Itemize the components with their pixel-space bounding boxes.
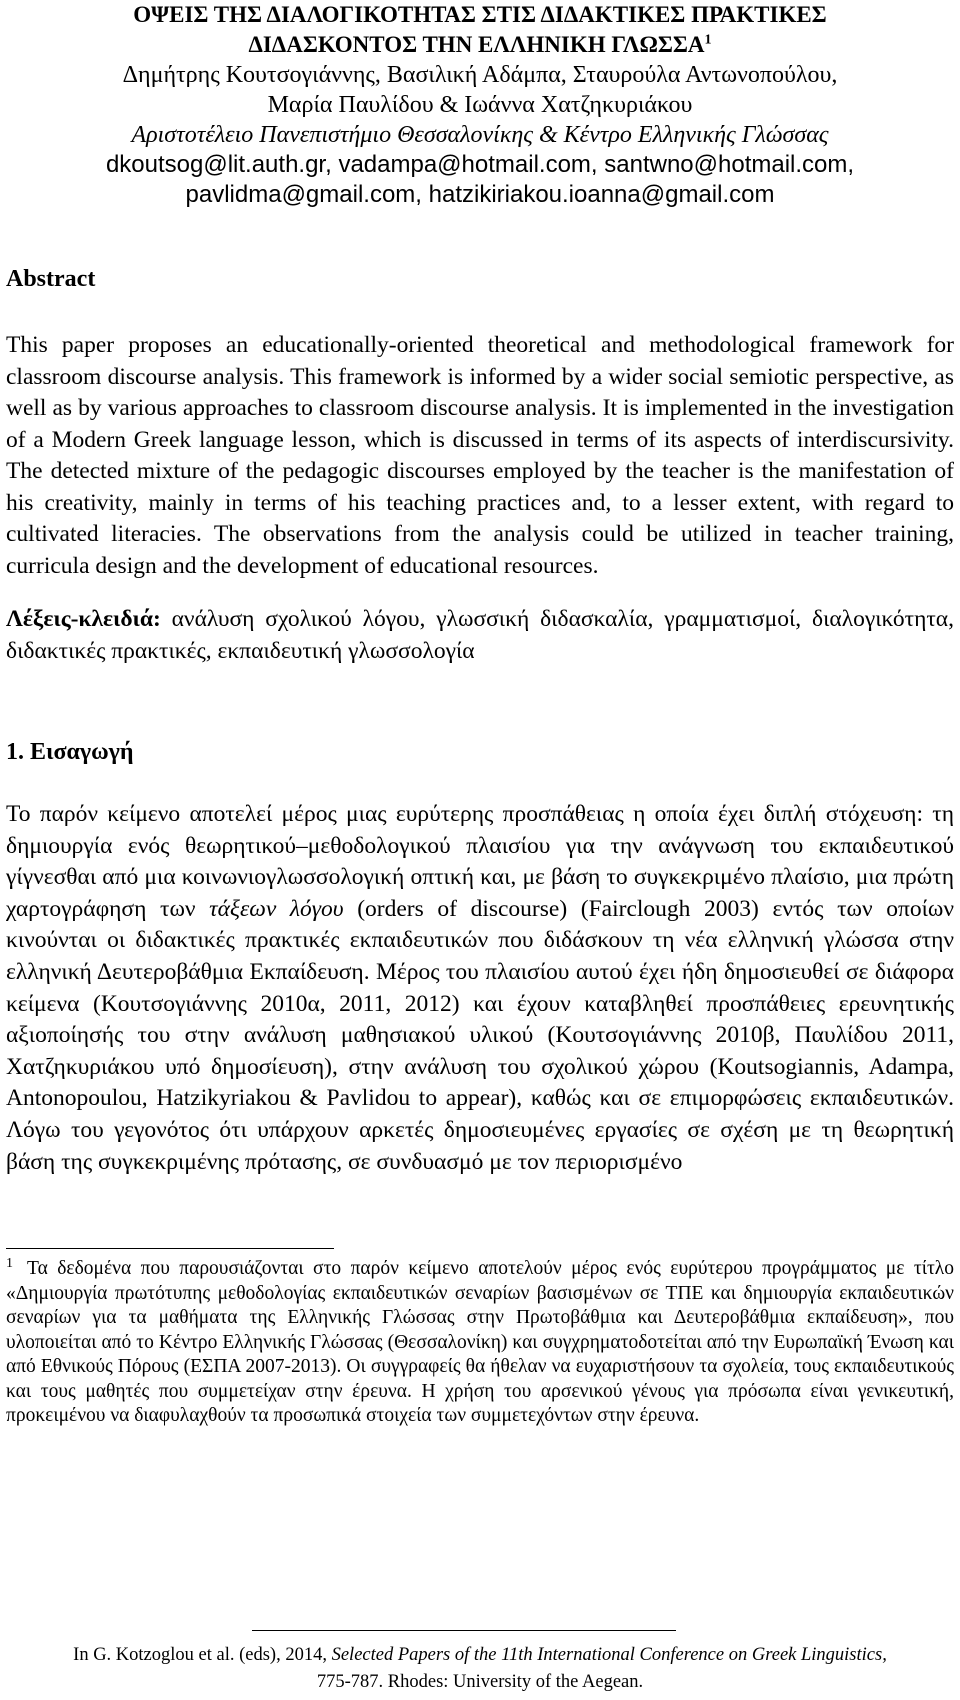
- citation: [6, 1642, 954, 1696]
- title-footnote-mark[interactable]: 1: [704, 32, 712, 48]
- affiliation: Αριστοτέλειο Πανεπιστήμιο Θεσσαλονίκης & Κέντρο Ελληνικής Γλώσσας: [131, 122, 829, 148]
- authors-line-2: Μαρία Παυλίδου & Ιωάννα Χατζηκυριάκου: [267, 92, 693, 118]
- citation-proceedings-title: Selected Papers of the 11th International Conference on Greek Linguistics,: [331, 1645, 887, 1665]
- section-heading-introduction: 1. Εισαγωγή: [6, 739, 134, 765]
- intro-text-a: Το παρόν κείμενο αποτελεί μέρος μιας ευρύτερης προσπάθειας η οποία έχει διπλή στόχευση: τη δημιουργία ενός θεωρητικού–μεθοδολογικού πλαισίου για την ανάγνωση του εκπαιδευτικού γίγνεσθαι από μια κοινωνιογλωσσολογική οπτική και, με βάση το συγκεκριμένο πλαίσιο, μια πρώτη χαρτογράφηση των: [6, 801, 954, 922]
- keywords: [6, 604, 954, 667]
- citation-separator: [252, 1630, 676, 1631]
- emails-line-1: dkoutsog@lit.auth.gr, vadampa@hotmail.com, santwno@hotmail.com,: [105, 151, 855, 178]
- abstract-text: This paper proposes an educationally-oriented theoretical and methodological framework for classroom discourse analysis. This framework is informed by a wider social semiotic perspective, as well as by various approaches to classroom discourse analysis. It is implemented in the investigation of a Modern Greek language lesson, which is discussed in terms of its aspects of interdiscursivity. The detected mixture of the pedagogic discourses employed by the teacher is the manifestation of his creativity, mainly in terms of his teaching practices and, to a lesser extent, with regard to cultivated literacies. The observations from the analysis could be utilized in teacher training, curricula design and the development of educational resources.: [6, 332, 954, 579]
- footnote-separator: [6, 1248, 334, 1249]
- paper-title-line-2-text: ΔΙΔΑΣΚΟΝΤΟΣ ΤΗΝ ΕΛΛΗΝΙΚΗ ΓΛΩΣΣΑ: [248, 32, 705, 57]
- intro-italic-term: τάξεων λόγου: [209, 895, 344, 922]
- intro-text-b: (orders of discourse) (Fairclough 2003) εντός των οποίων κινούνται οι διδακτικές πρακτικές εκπαιδευτικών που διδάσκουν τη νέα ελληνική γλώσσα στην ελληνική Δευτεροβάθμια Εκπαίδευση. Μέρος του πλαισίου αυτού έχει ήδη δημοσιευθεί σε διάφορα κείμενα (Κουτσογιάννης 2010α, 2011, 2012) και έχουν καταβληθεί προσπάθειες ερευνητικής αξιοποίησής του στην ανάλυση μαθησιακού υλικού (Κουτσογιάννης 2010β, Παυλίδου 2011, Χατζηκυριάκου υπό δημοσίευση), στην ανάλυση του σχολικού χώρου (Koutsogiannis, Adampa, Antonopoulou, Hatzikyriakou & Pavlidou to appear), καθώς και σε επιμορφώσεις εκπαιδευτικών. Λόγω του γεγονότος ότι υπάρχουν αρκετές δημοσιευμένες εργασίες σε σχέση με τη θεωρητική βάση της συγκεκριμένης πρότασης, σε συνδυασμό με τον περιορισμένο: [6, 895, 955, 1175]
- abstract-heading: Abstract: [6, 266, 96, 292]
- citation-prefix: In G. Kotzoglou et al. (eds), 2014,: [73, 1645, 327, 1665]
- citation-pages: 775-787. Rhodes: University of the Aegean.: [316, 1672, 644, 1692]
- keywords-label: Λέξεις-κλειδιά:: [6, 606, 161, 632]
- footnote-text: Τα δεδομένα που παρουσιάζονται στο παρόν κείμενο αποτελούν μέρος ενός ευρύτερου προγράμματος με τίτλο «Δημιουργία πρωτότυπης μεθοδολογίας εκπαιδευτικών σεναρίων βασισμένων σε ΤΠΕ και δημιουργία εκπαιδευτικών σεναρίων για τα μαθήματα της Ελληνικής Γλώσσας στην Πρωτοβάθμια και Δευτεροβάθμια εκπαίδευση», που υλοποιείται από το Κέντρο Ελληνικής Γλώσσας (Θεσσαλονίκη) και συγχρηματοδοτείται από την Ευρωπαϊκή Ένωση και από Εθνικούς Πόρους (ΕΣΠΑ 2007-2013). Οι συγγραφείς θα ήθελαν να ευχαριστήσουν τα σχολεία, τους εκπαιδευτικούς και τους μαθητές που συμμετείχαν στην έρευνα. Η χρήση του αρσενικού γένους για πρόσωπα είναι γενικευτική, προκειμένου να διαφυλαχθούν τα προσωπικά στοιχεία των συμμετεχόντων στην έρευνα.: [6, 1258, 954, 1427]
- paper-title-line-2: [6, 30, 954, 60]
- keywords-text: ανάλυση σχολικού λόγου, γλωσσική διδασκαλία, γραμματισμοί, διαλογικότητα, διδακτικές πρακτικές, εκπαιδευτική γλωσσολογία: [6, 606, 954, 664]
- footnote-1: [6, 1257, 954, 1429]
- paper-title-line-1: ΟΨΕΙΣ ΤΗΣ ΔΙΑΛΟΓΙΚΟΤΗΤΑΣ ΣΤΙΣ ΔΙΔΑΚΤΙΚΕΣ ΠΡΑΚΤΙΚΕΣ: [133, 2, 827, 27]
- title-block: [6, 0, 954, 210]
- footnote-number: 1: [6, 1255, 13, 1271]
- emails-line-2: pavlidma@gmail.com, hatzikiriakou.ioanna@gmail.com: [185, 181, 775, 208]
- authors-line-1: Δημήτρης Κουτσογιάννης, Βασιλική Αδάμπα, Σταυρούλα Αντωνοπούλου,: [122, 62, 838, 88]
- introduction-paragraph: [6, 799, 954, 1178]
